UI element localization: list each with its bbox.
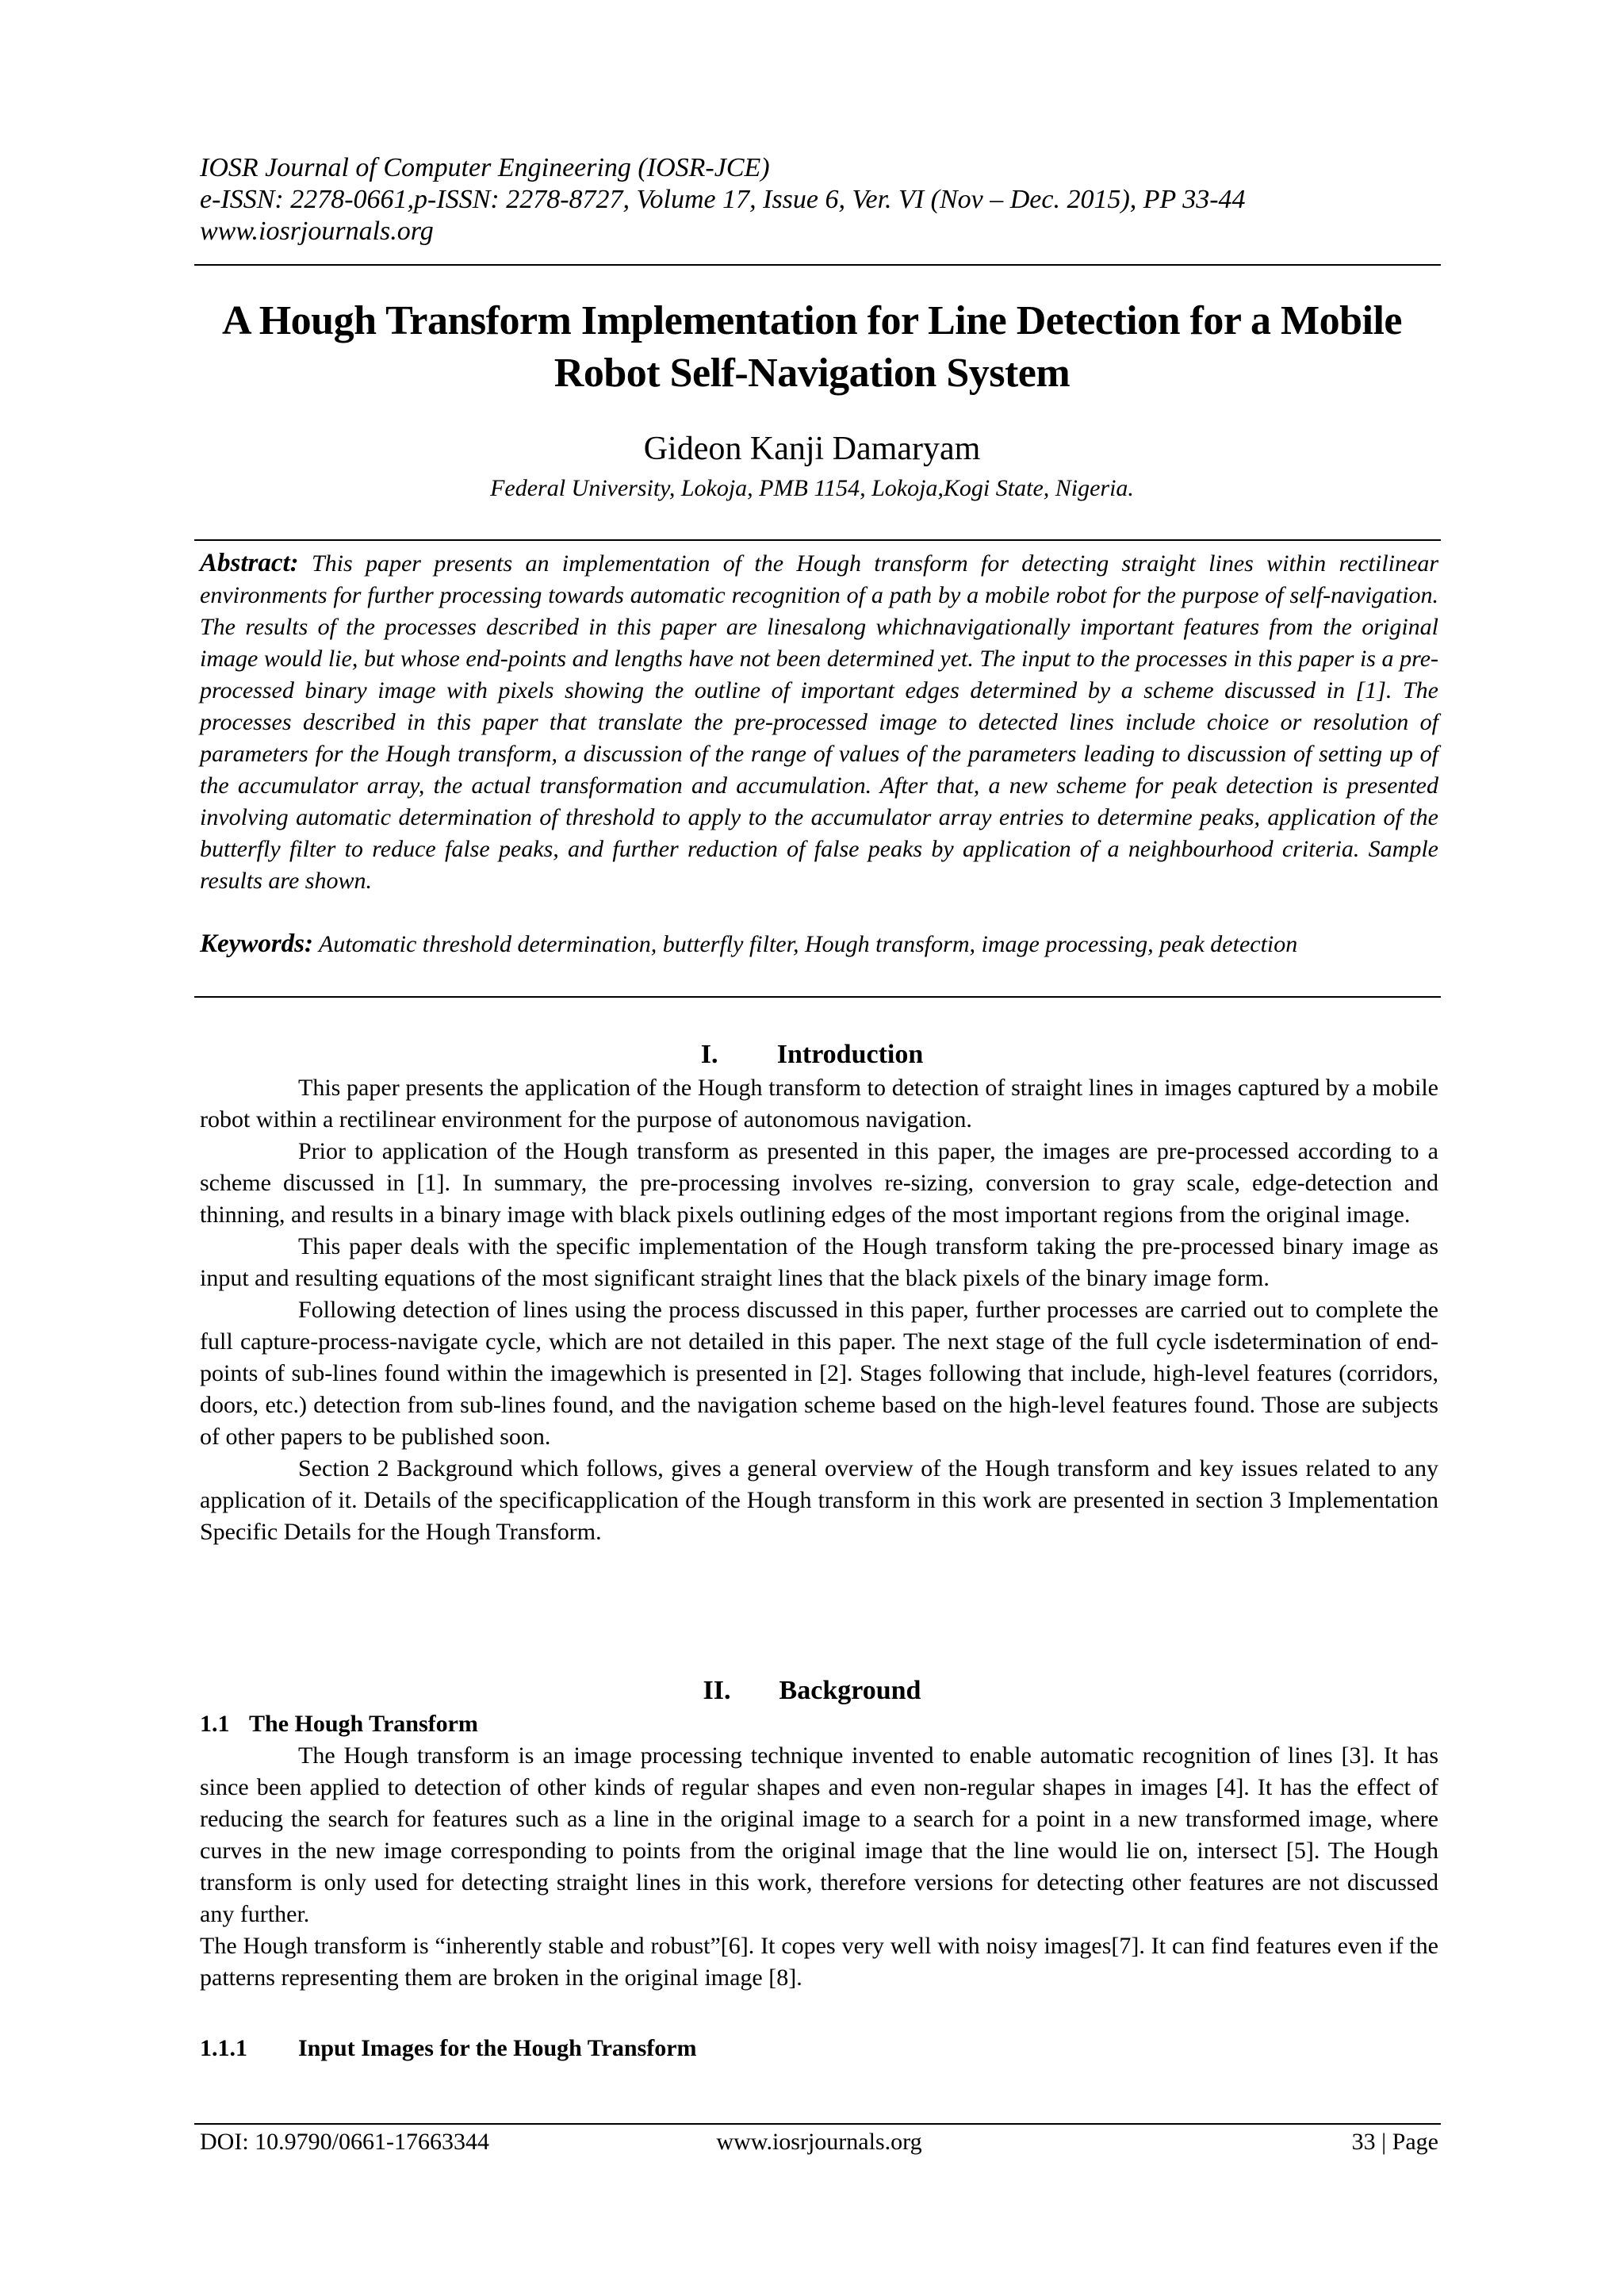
section-1-title: Introduction (776, 1040, 924, 1069)
keywords-text: Automatic threshold determination, butterfly filter, Hough transform, image processing, peak detection (318, 931, 1298, 957)
paragraph: This paper presents the application of the Hough transform to detection of straight lines in images captured by a mobile robot within a rectilinear environment for the purpose of autonomous navigation. (200, 1075, 1438, 1133)
abstract (200, 547, 1438, 897)
section-1-number: I. (700, 1040, 718, 1069)
footer-rule (194, 2123, 1441, 2125)
footer-website: www.iosrjournals.org (716, 2129, 922, 2155)
paper-title (159, 295, 1465, 400)
paragraph: The Hough transform is “inherently stable and robust”[6]. It copes very well with noisy images[7]. It can find features even if the patterns representing them are broken in the original image [8]. (200, 1933, 1438, 1991)
paragraph: Section 2 Background which follows, gives a general overview of the Hough transform and key issues related to any application of it. Details of the specificapplication of the Hough transform in this work are presented in section 3 Implementation Specific Details for the Hough Transform. (200, 1455, 1438, 1545)
title-line-2: Robot Self-Navigation System (553, 351, 1071, 396)
journal-website: www.iosrjournals.org (200, 217, 434, 246)
subsection-1-1-1-heading (200, 2033, 697, 2064)
journal-name: IOSR Journal of Computer Engineering (IOSR-JCE) (200, 153, 770, 182)
subsection-1-1-1-number: 1.1.1 (200, 2035, 247, 2061)
subsection-1-1-title: The Hough Transform (249, 1711, 478, 1737)
paragraph: The Hough transform is an image processing technique invented to enable automatic recognition of lines [3]. It has since been applied to detection of other kinds of regular shapes and even non-regular shapes in images [4]. It has the effect of reducing the search for features such as a line in the original image to a search for a point in a new transformed image, where curves in the new image corresponding to points from the original image that the line would lie on, intersect [5]. The Hough transform is only used for detecting straight lines in this work, therefore versions for detecting other features are not discussed any further. (200, 1742, 1438, 1927)
section-1-heading (159, 1039, 1465, 1071)
footer-page-number: 33 | Page (1351, 2129, 1438, 2155)
paragraph: This paper deals with the specific implementation of the Hough transform taking the pre-processed binary image as input and resulting equations of the most significant straight lines that the black pixels of the binary image form. (200, 1233, 1438, 1291)
abstract-label: Abstract: (200, 549, 299, 577)
section-1-body (200, 1072, 1438, 1548)
title-line-1: A Hough Transform Implementation for Line Detection for a Mobile (222, 298, 1402, 343)
abstract-bottom-rule (194, 996, 1441, 998)
subsection-1-1-heading (200, 1708, 478, 1740)
author-name: Gideon Kanji Damaryam (643, 431, 981, 467)
author-affiliation: Federal University, Lokoja, PMB 1154, Lokoja,Kogi State, Nigeria. (490, 475, 1134, 501)
footer-doi: DOI: 10.9790/0661-17663344 (200, 2129, 489, 2155)
subsection-1-1-1-title: Input Images for the Hough Transform (298, 2035, 697, 2061)
paragraph: Prior to application of the Hough transform as presented in this paper, the images are pre-processed according to a scheme discussed in [1]. In summary, the pre-processing involves re-sizing, conversion to gray scale, edge-detection and thinning, and results in a binary image with black pixels outlining edges of the most important regions from the original image. (200, 1138, 1438, 1228)
section-2-title: Background (779, 1676, 921, 1705)
keywords-label: Keywords: (200, 930, 313, 958)
section-2-number: II. (703, 1676, 731, 1705)
abstract-text: This paper presents an implementation of the Hough transform for detecting straight lines within rectilinear environments for further processing towards automatic recognition of a path by a mobile robot for the purpose of self-navigation. The results of the processes described in this paper are linesalong whichnavigationally important features from the original image would lie, but whose end-points and lengths have not been determined yet. The input to the processes in this paper is a pre-processed binary image with pixels showing the outline of important edges determined by a scheme discussed in [1]. The processes described in this paper that translate the pre-processed image to detected lines include choice or resolution of parameters for the Hough transform, a discussion of the range of values of the parameters leading to discussion of setting up of the accumulator array, the actual transformation and accumulation. After that, a new scheme for peak detection is presented involving automatic determination of threshold to apply to the accumulator array entries to determine peaks, application of the butterfly filter to reduce false peaks, and further reduction of false peaks by application of a neighbourhood criteria. Sample results are shown. (200, 550, 1438, 894)
subsection-1-1-body (200, 1740, 1438, 1994)
subsection-1-1-number: 1.1 (200, 1711, 230, 1737)
keywords (200, 928, 1438, 960)
header-rule (194, 264, 1441, 266)
journal-issn: e-ISSN: 2278-0661,p-ISSN: 2278-8727, Volume 17, Issue 6, Ver. VI (Nov – Dec. 2015), PP 33-44 (200, 185, 1246, 214)
abstract-top-rule (194, 539, 1441, 541)
section-2-heading (159, 1675, 1465, 1707)
journal-header (200, 152, 1438, 247)
paragraph: Following detection of lines using the process discussed in this paper, further processes are carried out to complete the full capture-process-navigate cycle, which are not detailed in this paper. The next stage of the full cycle isdetermination of end-points of sub-lines found within the imagewhich is presented in [2]. Stages following that include, high-level features (corridors, doors, etc.) detection from sub-lines found, and the navigation scheme based on the high-level features found. Those are subjects of other papers to be published soon. (200, 1297, 1438, 1450)
